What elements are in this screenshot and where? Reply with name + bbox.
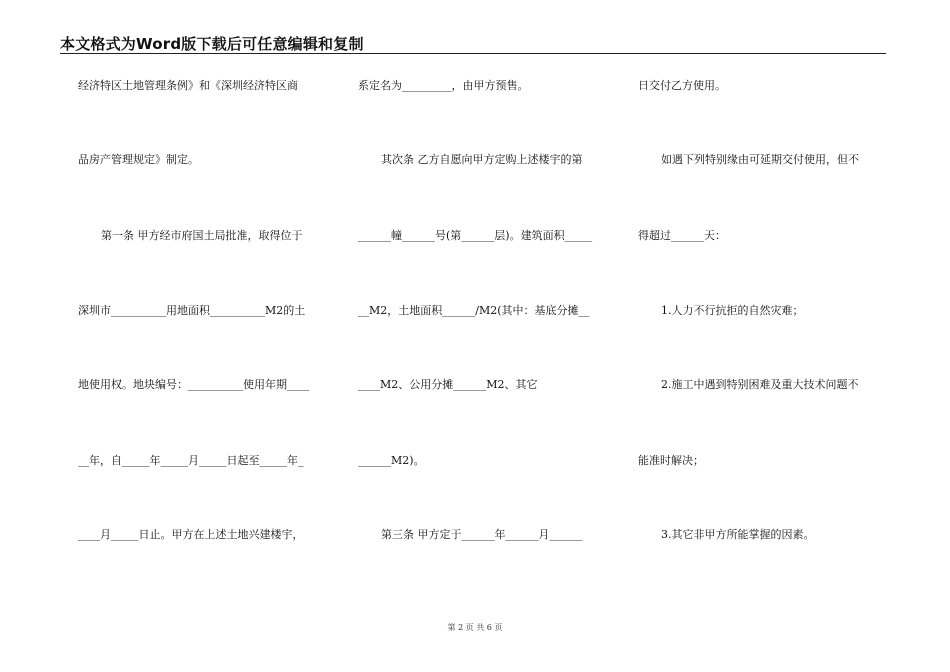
column-3-line-3: 得超过______天： xyxy=(638,229,726,242)
column-3-line-1: 日交付乙方使用。 xyxy=(638,79,726,92)
text-column-2 xyxy=(358,0,618,672)
column-2-line-6: ______M2)。 xyxy=(358,454,425,467)
column-1-line-3: 第一条 甲方经市府国土局批准，取得位于 xyxy=(101,229,303,242)
page-number-footer: 第 2 页 共 6 页 xyxy=(447,623,503,632)
column-1-line-1: 经济特区土地管理条例》和《深圳经济特区商 xyxy=(78,79,298,92)
column-3-line-6: 能准时解决； xyxy=(638,454,704,467)
column-1-line-2: 品房产管理规定》制定。 xyxy=(78,153,199,166)
column-2-line-1: 系定名为_________，由甲方预售。 xyxy=(358,79,529,92)
column-3-line-2: 如遇下列特别缘由可延期交付使用，但不 xyxy=(661,153,859,166)
column-2-line-4: __M2，土地面积______/M2(其中：基底分摊__ xyxy=(358,304,590,317)
text-column-1 xyxy=(78,0,338,672)
text-column-3 xyxy=(638,0,898,672)
column-1-line-7: ____月_____日止。甲方在上述土地兴建楼宇， xyxy=(78,528,304,541)
column-1-line-5: 地使用权。地块编号：__________使用年期____ xyxy=(78,378,309,391)
document-header-title: 本文格式为Word版下载后可任意编辑和复制 xyxy=(60,35,364,53)
column-2-line-7: 第三条 甲方定于______年______月______ xyxy=(381,528,583,541)
column-3-line-7: 3.其它非甲方所能掌握的因素。 xyxy=(661,528,815,541)
column-2-line-5: ____M2、公用分摊______M2、其它 xyxy=(358,378,538,391)
column-2-line-3: ______幢______号(第______层)。建筑面积_____ xyxy=(358,229,593,242)
column-1-line-6: __年，自_____年_____月_____日起至_____年_ xyxy=(78,454,304,467)
column-1-line-4: 深圳市__________用地面积__________M2的土 xyxy=(78,304,306,317)
column-3-line-4: 1.人力不行抗拒的自然灾难； xyxy=(661,304,804,317)
column-3-line-5: 2.施工中遇到特别困难及重大技术问题不 xyxy=(661,378,859,391)
column-2-line-2: 其次条 乙方自愿向甲方定购上述楼宇的第 xyxy=(381,153,583,166)
